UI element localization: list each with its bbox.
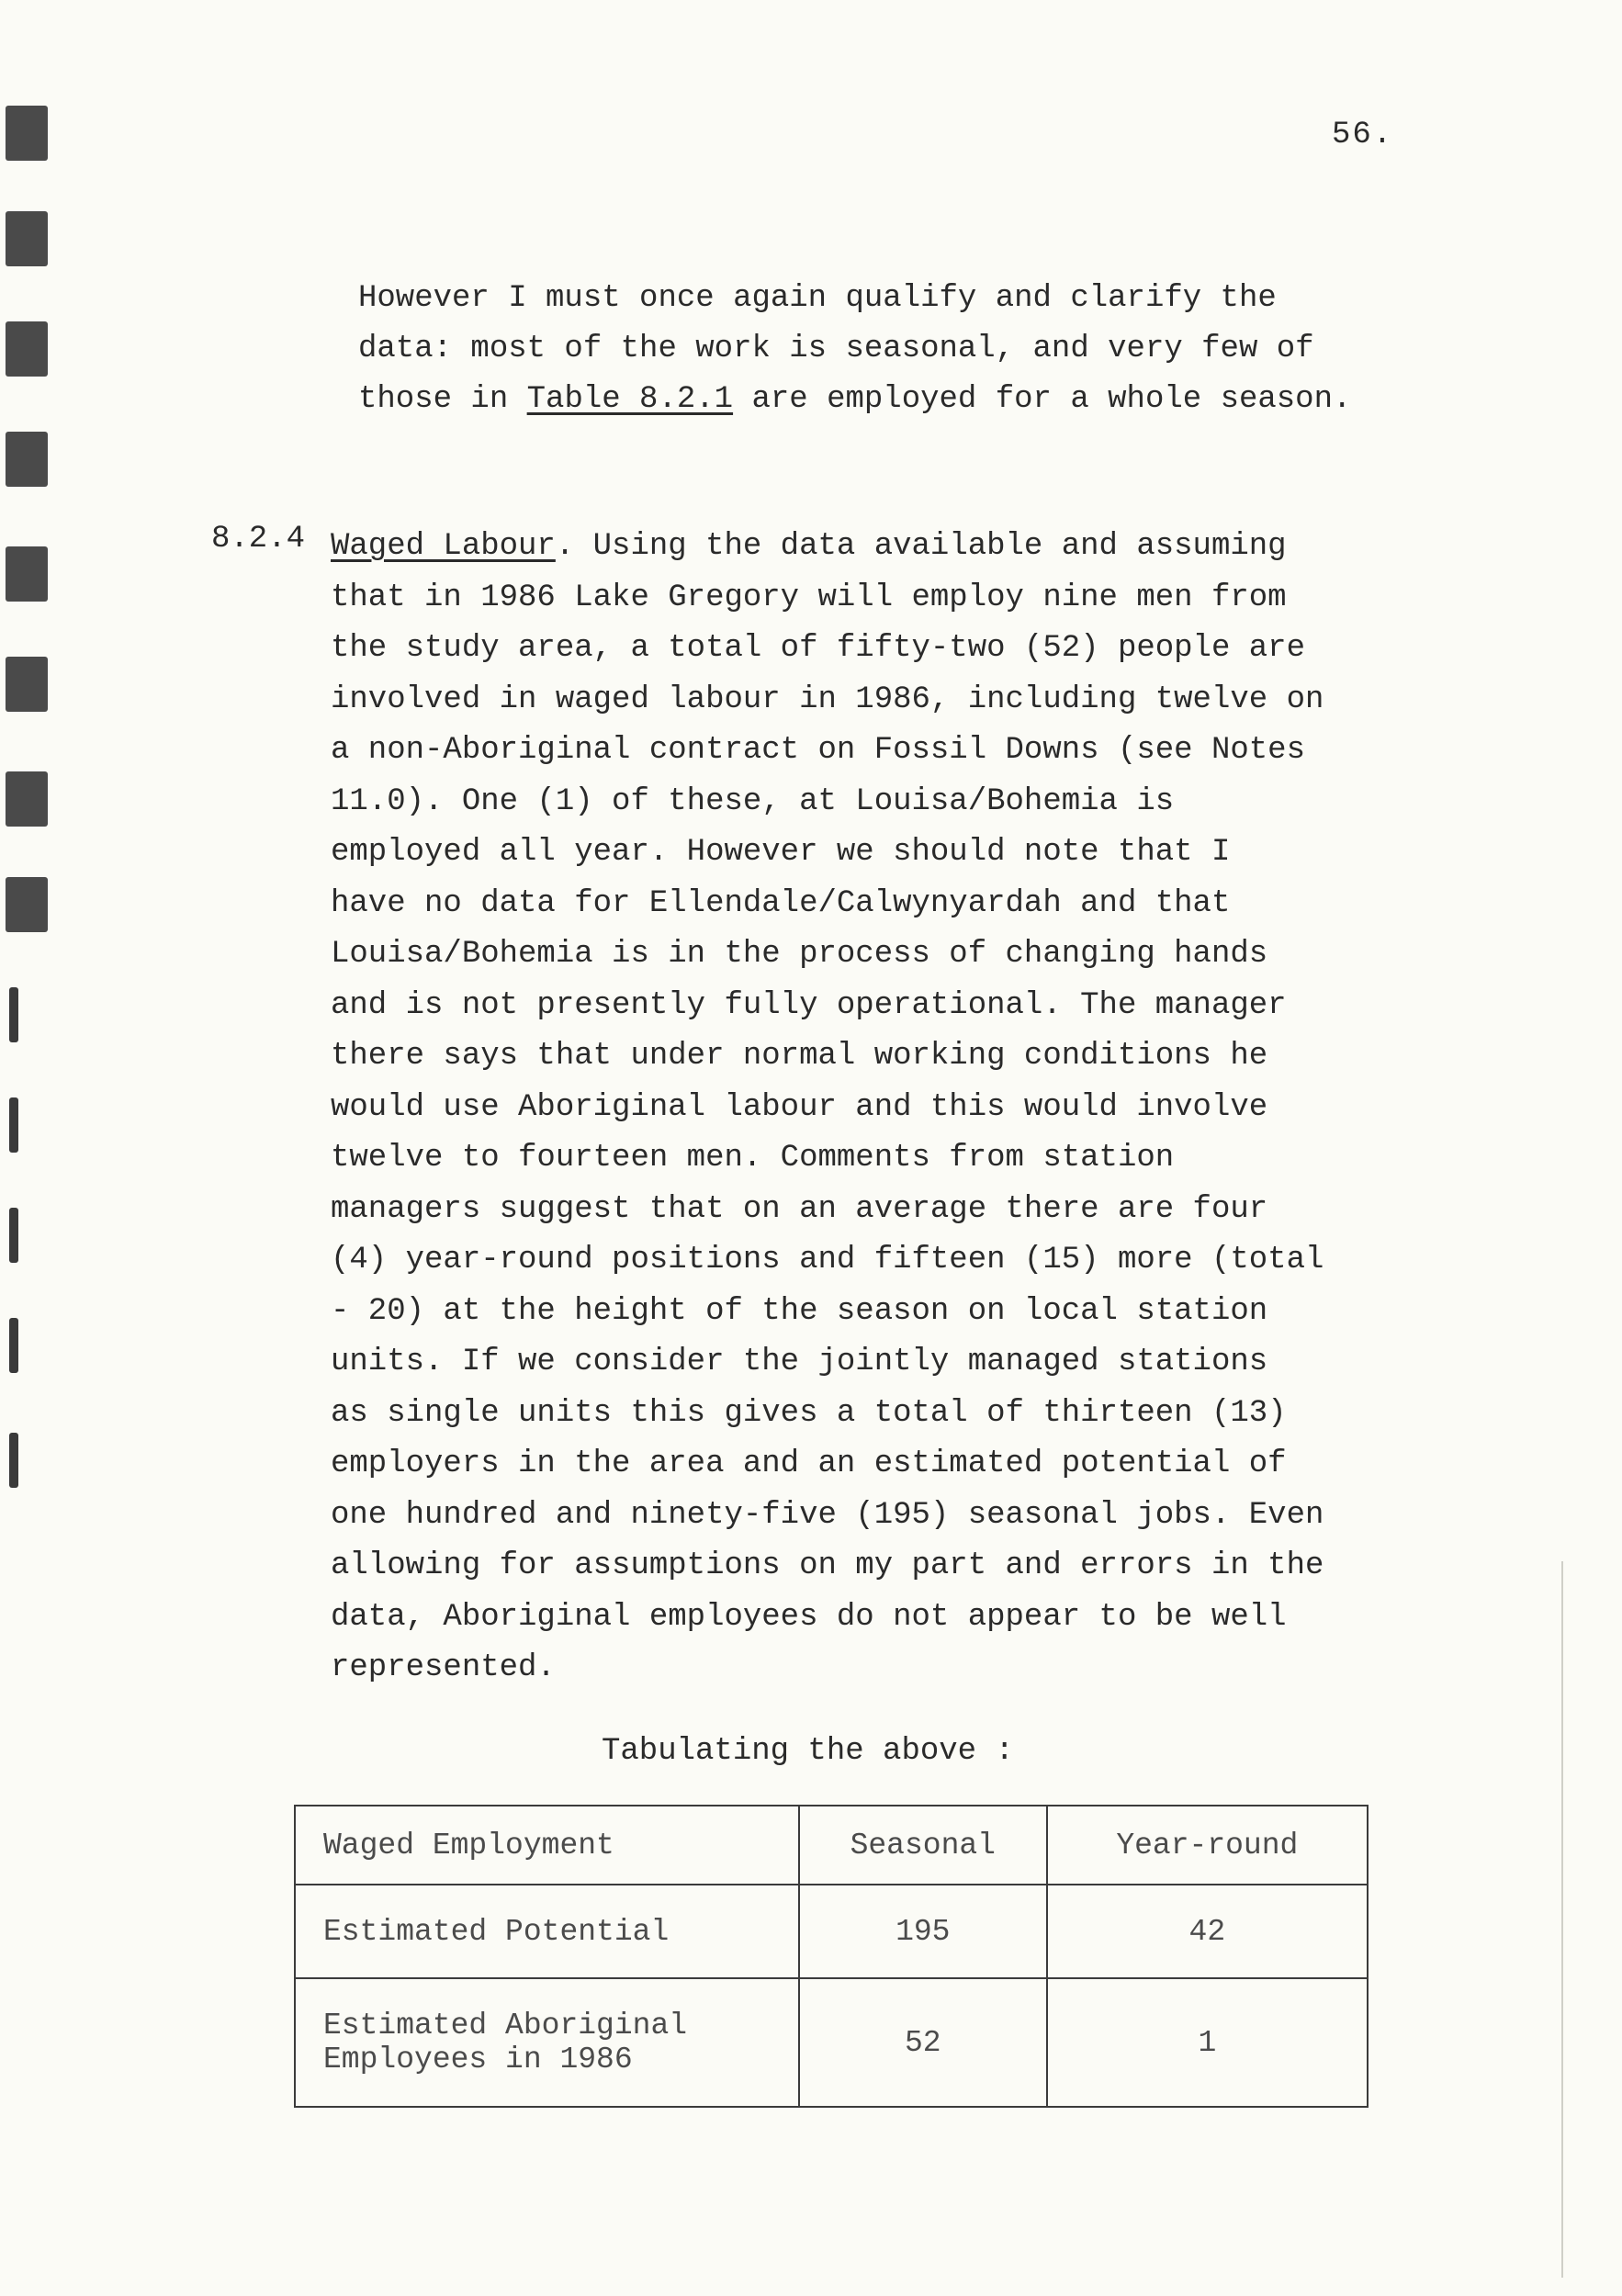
binding-hole <box>6 211 48 266</box>
section-heading: Waged Labour <box>331 529 556 564</box>
text-line: the study area, a total of fifty-two (52) people are <box>331 631 1305 666</box>
text-line: that in 1986 Lake Gregory will employ nine men from <box>331 580 1287 615</box>
table-row <box>295 1885 1368 1978</box>
year-round-cell: 42 <box>1047 1885 1368 1978</box>
table-header-row <box>295 1806 1368 1885</box>
text-line <box>358 375 1442 425</box>
section-number: 8.2.4 <box>211 522 306 557</box>
text-line: 11.0). One (1) of these, at Louisa/Bohemia is <box>331 783 1175 819</box>
section-body <box>331 522 1433 1694</box>
text-line: there says that under normal working conditions he <box>331 1039 1268 1074</box>
row-label-line: Estimated Aboriginal <box>323 2009 688 2043</box>
row-label <box>295 1978 799 2107</box>
seasonal-cell: 52 <box>799 1978 1047 2107</box>
text-line: Louisa/Bohemia is in the process of changing hands <box>331 937 1268 972</box>
text-line: employers in the area and an estimated potential of <box>331 1446 1287 1481</box>
employment-table <box>294 1805 1369 2108</box>
text-line: would use Aboriginal labour and this would involve <box>331 1089 1268 1125</box>
text-line: involved in waged labour in 1986, including twelve on <box>331 681 1324 717</box>
column-header: Waged Employment <box>295 1806 799 1885</box>
binding-hole <box>6 657 48 712</box>
row-label: Estimated Potential <box>295 1885 799 1978</box>
text-line: allowing for assumptions on my part and errors in the <box>331 1548 1324 1583</box>
text-line: have no data for Ellendale/Calwynyardah and that <box>331 885 1231 921</box>
text-line: one hundred and ninety-five (195) seasonal jobs. Even <box>331 1497 1324 1533</box>
table-caption: Tabulating the above : <box>602 1734 1014 1769</box>
binding-hole <box>9 1097 18 1153</box>
text-line: a non-Aboriginal contract on Fossil Downs (see Notes <box>331 733 1305 768</box>
text-fragment: are employed for a whole season. <box>733 382 1352 417</box>
text-line: twelve to fourteen men. Comments from station <box>331 1141 1175 1176</box>
binding-hole <box>6 546 48 602</box>
binding-holes <box>0 0 55 2296</box>
binding-hole <box>9 1318 18 1373</box>
seasonal-cell: 195 <box>799 1885 1047 1978</box>
text-line: employed all year. However we should note that I <box>331 835 1231 870</box>
year-round-cell: 1 <box>1047 1978 1368 2107</box>
text-line: data, Aboriginal employees do not appear to be well <box>331 1599 1287 1635</box>
text-line: as single units this gives a total of thirteen (13) <box>331 1395 1287 1431</box>
binding-hole <box>6 321 48 377</box>
binding-hole <box>6 771 48 827</box>
binding-hole <box>9 1208 18 1263</box>
binding-hole <box>6 432 48 487</box>
text-fragment: those in <box>358 382 527 417</box>
text-line: represented. <box>331 1650 556 1685</box>
binding-hole <box>6 106 48 161</box>
text-line: - 20) at the height of the season on local station <box>331 1293 1268 1329</box>
column-header: Year-round <box>1047 1806 1368 1885</box>
intro-paragraph <box>358 274 1442 425</box>
text-line: However I must once again qualify and clarify the <box>358 281 1277 316</box>
text-line <box>331 522 1433 573</box>
text-line: managers suggest that on an average there are four <box>331 1191 1268 1227</box>
column-header: Seasonal <box>799 1806 1047 1885</box>
binding-hole <box>9 987 18 1042</box>
text-line: and is not presently fully operational. The manager <box>331 987 1287 1023</box>
page-number: 56. <box>1332 118 1394 152</box>
text-line: units. If we consider the jointly managed stations <box>331 1345 1268 1379</box>
table-row <box>295 1978 1368 2107</box>
text-line: data: most of the work is seasonal, and very few of <box>358 332 1314 366</box>
text-fragment: . Using the data available and assuming <box>555 529 1287 564</box>
page-edge-shadow <box>1561 1561 1563 2278</box>
binding-hole <box>6 877 48 932</box>
text-line: (4) year-round positions and fifteen (15) more (total <box>331 1243 1324 1277</box>
row-label-line: Employees in 1986 <box>323 2043 633 2077</box>
binding-hole <box>9 1433 18 1488</box>
table-reference: Table 8.2.1 <box>526 382 734 417</box>
